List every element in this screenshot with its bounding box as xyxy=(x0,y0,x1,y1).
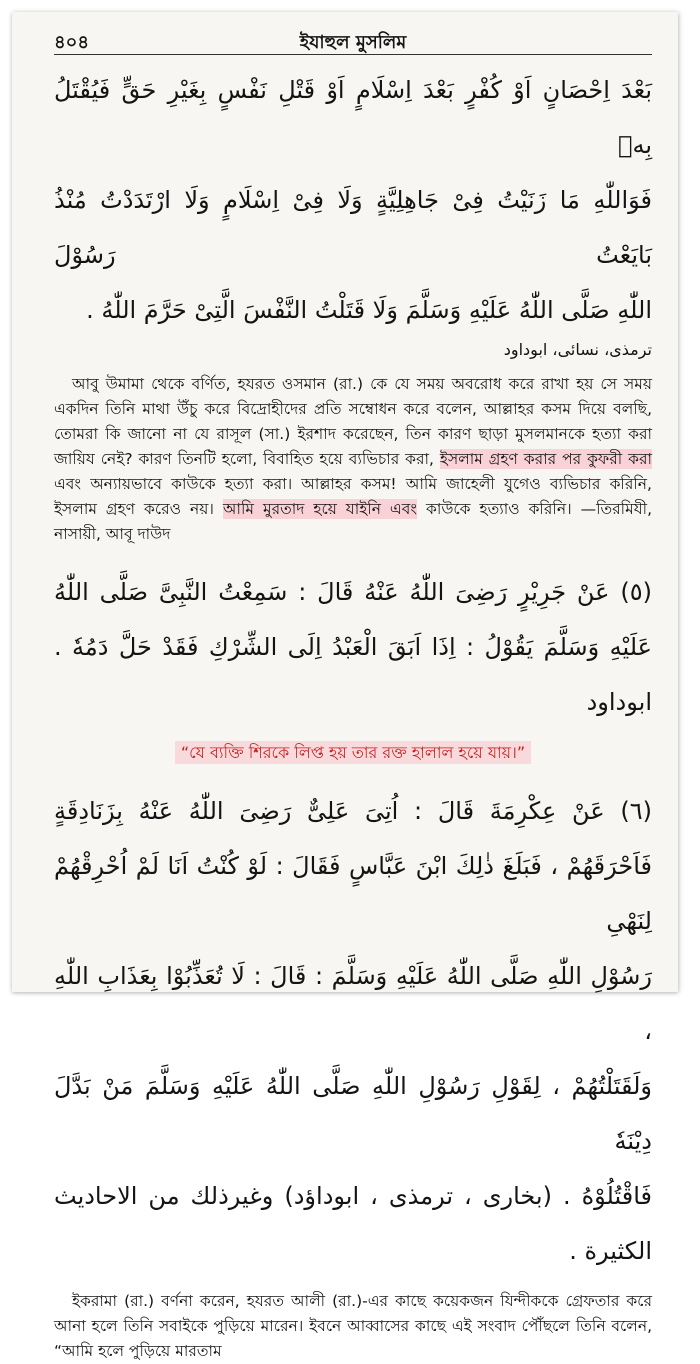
hadith-5 xyxy=(54,565,652,766)
arabic-line: وَلَقَتَلْتُهُمْ ، لِقَوْلِ رَسُوْلِ اللّٰهِ صَلَّى اللّٰهُ عَلَيْهِ وَسَلَّمَ مَنْ بَدَّلَ دِيْنَهٗ xyxy=(54,1072,652,1155)
translation-text: এবং অন্যায়ভাবে কাউকে হত্যা করা। আল্লাহর কসম! আমি জাহেলী যুগেও ব্যভিচার করিনি, ইসলাম গ্রহণ করেও নয়। xyxy=(54,475,652,518)
book-title: ইযাহুল মুসলিম xyxy=(299,32,407,53)
arabic-line: فَاَحْرَقَهُمْ ، فَبَلَغَ ذٰلِكَ ابْنَ عَبَّاسٍ فَقَالَ : لَوْ كُنْتُ اَنَا لَمْ اُحْرِقْهُمْ لِنَهْىِ xyxy=(54,852,652,935)
book-page xyxy=(12,12,678,1360)
highlighted-text: আমি মুরতাদ হয়ে যাইনি এবং xyxy=(222,500,418,518)
page-content xyxy=(54,24,652,1364)
page-header xyxy=(54,24,652,55)
arabic-line: فَاقْتُلُوْهُ . (بخارى ، ترمذى ، ابوداؤد) وغيرذلك من الاحاديث الكثيرة . xyxy=(54,1182,652,1265)
translation-text: কাউকে হত্যাও করিনি। —তিরমিযী, নাসায়ী, আবূ দাউদ xyxy=(54,500,653,543)
arabic-line: رَسُوْلِ اللّٰهِ صَلَّى اللّٰهُ عَلَيْهِ وَسَلَّمَ : قَالَ : لَا تُعَذِّبُوْا بِعَذَابِ اللّٰهِ ، xyxy=(54,962,652,1045)
translation-text: আবু উমামা থেকে বর্ণিত, হযরত ওসমান (রা.) কে যে সময় অবরোধ করে রাখা হয় সে সময় একদিন তিনি মাথা উঁচু করে বিদ্রোহীদের প্রতি সম্বোধন করে বলেন, আল্লাহর কসম দিয়ে বলছি, তোমরা কি জানো না যে রাসূল (সা.) ইরশাদ করেছেন, তিন কারণ ছাড়া মুসলমানকে হত্যা করা জায়িয নেই? কারণ তিনটি হলো, বিবাহিত হয়ে ব্যভিচার করা, xyxy=(54,375,652,468)
quote-text: “যে ব্যক্তি শিরকে লিপ্ত হয় তার রক্ত হালাল হয়ে যায়।” xyxy=(175,741,531,764)
arabic-line: (٦) عَنْ عِكْرِمَةَ قَالَ : اُتِىَ عَلِىٌّ رَضِىَ اللّٰهُ عَنْهُ بِزَنَادِقَةٍ xyxy=(54,797,652,825)
hadith-4 xyxy=(54,63,652,547)
page-number: ৪০৪ xyxy=(54,32,90,53)
highlighted-text: ইসলাম গ্রহণ করার পর কুফরী করা xyxy=(439,450,652,468)
arabic-line: اللّٰهِ صَلَّى اللّٰهُ عَلَيْهِ وَسَلَّمَ وَلَا قَتَلْتُ النَّفْسَ الَّتِىْ حَرَّمَ اللّٰهُ . xyxy=(86,296,652,324)
arabic-line: بَعْدَ اِحْصَانٍ اَوْ كُفْرٍ بَعْدَ اِسْلَامٍ اَوْ قَتْلِ نَفْسٍ بِغَيْرِ حَقٍّ فَيُقْتَلُ بِهٖ xyxy=(54,76,652,159)
arabic-line: (٥) عَنْ جَرِيْرٍ رَضِىَ اللّٰهُ عَنْهُ قَالَ : سَمِعْتُ النَّبِىَّ صَلَّى اللّٰهُ xyxy=(54,578,652,606)
hadith-source: ترمذى، نسائى، ابوداود xyxy=(503,340,652,359)
arabic-line: فَوَاللّٰهِ مَا زَنَيْتُ فِىْ جَاهِلِيَّةٍ وَلَا فِىْ اِسْلَامٍ وَلَا ارْتَدَدْتُ مُنْذُ بَايَعْتُ رَسُوْلَ xyxy=(54,186,652,269)
bangla-translation xyxy=(54,372,652,547)
hadith-6 xyxy=(54,784,652,1364)
arabic-line: عَلَيْهِ وَسَلَّمَ يَقُوْلُ : اِذَا اَبَقَ الْعَبْدُ اِلَى الشِّرْكِ فَقَدْ حَلَّ دَمُهٗ . ابوداود xyxy=(54,633,652,716)
highlighted-quote xyxy=(54,740,652,766)
bangla-translation: ইকরামা (রা.) বর্ণনা করেন, হযরত আলী (রা.)-এর কাছে কয়েকজন যিন্দীককে গ্রেফতার করে আনা হলে তিনি সবাইকে পুড়িয়ে মারেন। ইবনে আব্বাসের কাছে এই সংবাদ পৌঁছলে তিনি বলেন, “আমি হলে পুড়িয়ে মারতাম xyxy=(54,1292,652,1360)
